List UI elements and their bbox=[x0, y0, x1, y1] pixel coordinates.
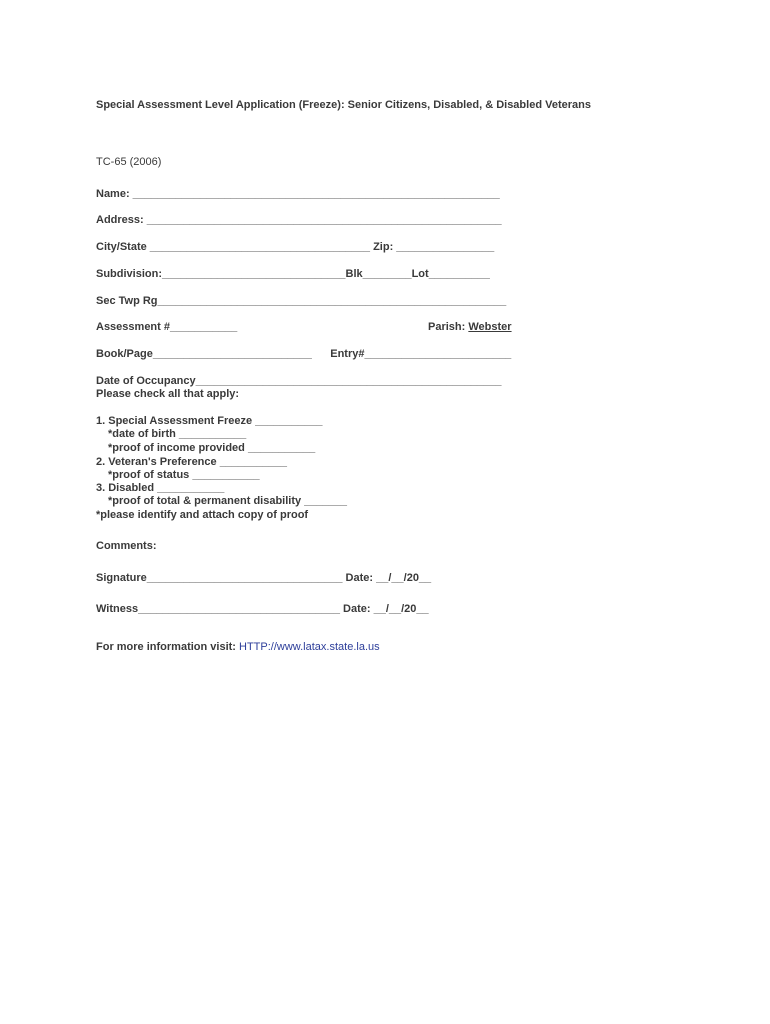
city-state-zip-field: City/State ____________________________________ Zip: ________________ bbox=[96, 241, 495, 253]
footer-label: For more information visit: bbox=[96, 641, 240, 653]
address-field: Address: __________________________________________________________ bbox=[96, 214, 502, 226]
checklist-item-disabled: 3. Disabled ___________ bbox=[96, 482, 225, 494]
sec-twp-rg-field: Sec Twp Rg_________________________________________________________ bbox=[96, 295, 507, 307]
checklist-sub-proof-of-income: *proof of income provided ___________ bbox=[108, 442, 316, 454]
checklist-item-veteran: 2. Veteran's Preference ___________ bbox=[96, 456, 287, 468]
signature-field: Signature________________________________ Date: __/__/20__ bbox=[96, 572, 432, 584]
checklist-instruction: Please check all that apply: bbox=[96, 388, 240, 400]
name-field: Name: ____________________________________________________________ bbox=[96, 188, 500, 200]
comments-label: Comments: bbox=[96, 540, 157, 552]
assessment-field: Assessment #___________ bbox=[96, 321, 238, 333]
checklist-sub-proof-of-status: *proof of status ___________ bbox=[108, 469, 260, 481]
subdivision-field: Subdivision:______________________________Blk________Lot__________ bbox=[96, 268, 490, 280]
footer-link[interactable]: HTTP://www.latax.state.la.us bbox=[239, 641, 380, 653]
footer-info bbox=[96, 641, 380, 654]
parish-field bbox=[428, 321, 512, 333]
book-page-entry-field: Book/Page__________________________ Entry#________________________ bbox=[96, 348, 512, 360]
checklist-sub-proof-of-disability: *proof of total & permanent disability _______ bbox=[108, 495, 348, 507]
checklist-item-freeze: 1. Special Assessment Freeze ___________ bbox=[96, 415, 323, 427]
checklist-sub-date-of-birth: *date of birth ___________ bbox=[108, 428, 247, 440]
form-code: TC-65 (2006) bbox=[96, 156, 162, 168]
checklist-note: *please identify and attach copy of proof bbox=[96, 509, 309, 521]
witness-field: Witness_________________________________ Date: __/__/20__ bbox=[96, 603, 429, 615]
date-of-occupancy-field: Date of Occupancy__________________________________________________ bbox=[96, 375, 502, 387]
form-title: Special Assessment Level Application (Freeze): Senior Citizens, Disabled, & Disabled Veterans bbox=[96, 99, 591, 111]
parish-label: Parish: bbox=[428, 321, 469, 333]
parish-value: Webster bbox=[468, 321, 512, 333]
